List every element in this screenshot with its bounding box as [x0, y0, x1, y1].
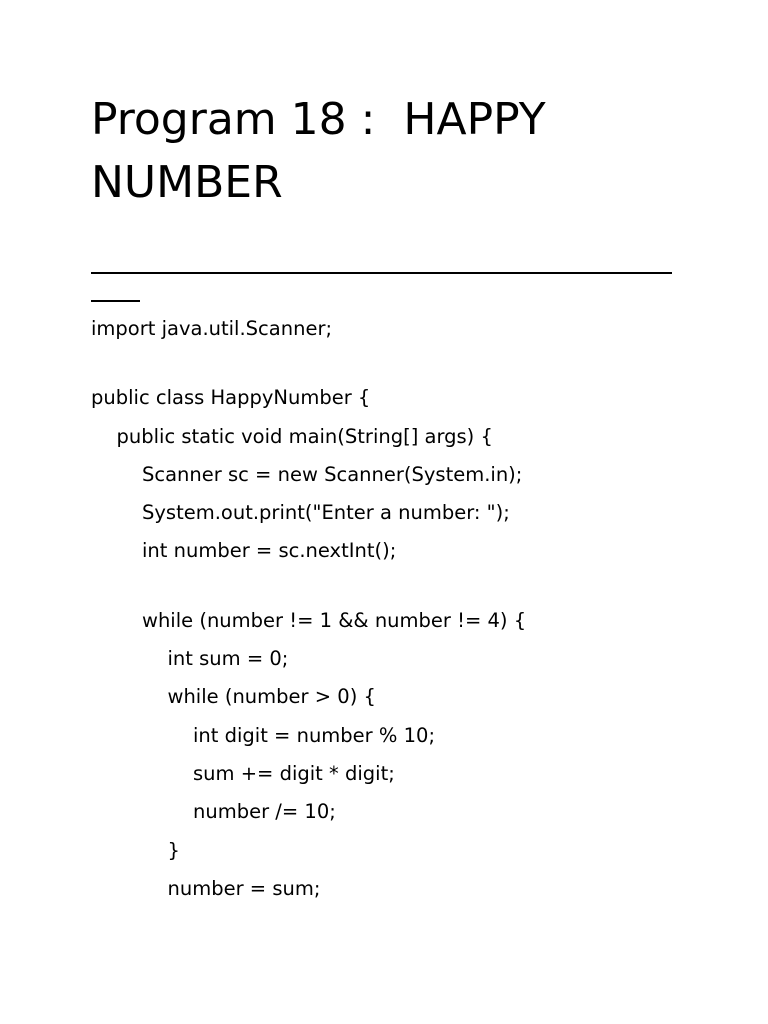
code-blank-line	[91, 571, 731, 602]
code-line: int digit = number % 10;	[193, 723, 436, 747]
title-underline-continuation	[91, 300, 140, 302]
code-line: int number = sc.nextInt();	[142, 539, 397, 563]
code-line: number /= 10;	[193, 800, 336, 824]
title-underline	[91, 272, 672, 274]
code-line: }	[167, 838, 180, 862]
code-line: import java.util.Scanner;	[91, 317, 333, 340]
code-line: int sum = 0;	[167, 647, 289, 671]
code-line: Scanner sc = new Scanner(System.in);	[142, 462, 523, 486]
code-line: public static void main(String[] args) {	[116, 424, 493, 448]
code-line: number = sum;	[167, 876, 321, 900]
code-line: while (number > 0) {	[167, 685, 376, 709]
code-line: public class HappyNumber {	[91, 386, 371, 410]
code-line: while (number != 1 && number != 4) {	[142, 608, 527, 632]
code-blank-line	[91, 348, 731, 379]
code-line: System.out.print("Enter a number: ");	[142, 501, 510, 525]
code-block	[91, 310, 731, 908]
page-title: Program 18 : HAPPY NUMBER	[91, 94, 560, 208]
code-line: sum += digit * digit;	[193, 761, 395, 785]
